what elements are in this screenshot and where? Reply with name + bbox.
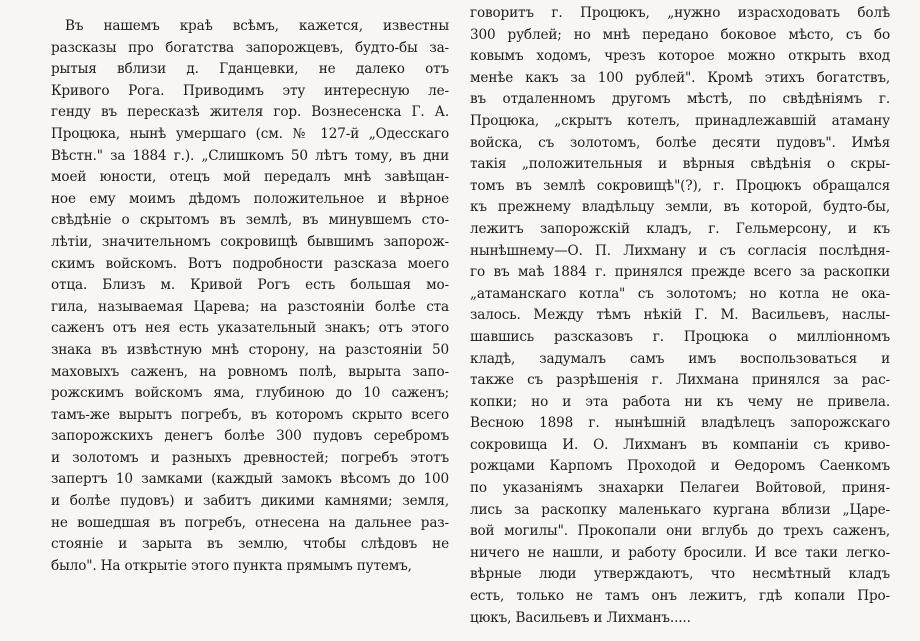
text-line: Процюка, „скрытъ котелъ, принадлежавшій атаману [470,112,890,129]
text-line: Процюка, нынѣ умершаго (см. № 127-й „Одесскаго [51,125,449,142]
text-line: рожскимъ войскомъ яма, глубиною до 10 саженъ; [51,385,449,402]
left-text-column [51,16,449,577]
text-line: Въ нашемъ краѣ всѣмъ, кажется, известны [65,18,449,34]
text-line: Весною 1898 г. нынѣшній владѣлецъ запорожскаго [470,415,890,432]
text-line: было". На открытіе этого пункта прямымъ путемъ, [51,557,412,574]
text-line: отца. Близъ м. Кривой Рогъ есть большая мо- [51,277,449,294]
text-line: рытыя вблизи д. Гданцевки, не далеко отъ [51,61,449,78]
text-line: гила, называемая Царева; на разстояніи болѣе ста [51,298,449,315]
text-line: свѣдѣніе о скрытомъ въ землѣ, въ минувшемъ сто- [51,212,449,229]
right-text-column [470,3,890,629]
text-line: запертъ 10 замками (каждый замокъ вѣсомъ до 100 [51,471,449,488]
text-line: 300 рублей; но мнѣ передано боковое мѣсто, съ бо [470,26,890,43]
text-line: нынѣшнему—О. П. Лихману и съ согласія послѣдня- [470,242,890,259]
text-line: къ прежнему владѣльцу земли, въ которой, будто-бы, [470,199,890,216]
text-line: Кривого Рога. Приводимъ эту интересную ле- [51,82,449,99]
text-line: лись за раскопку маленькаго кургана вблизи „Царе- [470,501,890,518]
text-line: генду въ пересказѣ жителя гор. Вознесенска Г. А. [51,104,449,121]
text-line: знака въ извѣстную мнѣ сторону, на разстояніи 50 [51,341,449,358]
text-line: запорожскихъ денегъ болѣе 300 пудовъ серебромъ [51,428,449,445]
text-line: „атаманскаго котла" съ золотомъ; но котла не ока- [470,285,890,302]
text-line: ничего не нашли, и работу бросили. И все таки легко- [470,544,890,561]
text-line: и золотомъ и разныхъ древностей; погребъ этотъ [51,449,449,466]
text-line: цюкъ, Васильевъ и Лихманъ..... [470,609,691,626]
text-line: томъ въ землѣ сокровищѣ"(?), г. Процюкъ обращался [470,177,890,194]
text-line: стояніе и зарыта въ землю, чтобы слѣдовъ не [51,536,449,553]
text-line: также съ разрѣшенія г. Лихмана принялся за рас- [470,372,890,389]
text-line: копки; но и эта работа ни къ чему не привела. [470,393,890,410]
text-line: залось. Между тѣмъ нѣкій Г. М. Васильевъ, наслы- [470,307,890,324]
text-line: и болѣе пудовъ) и забитъ дикими камнями; земля, [51,493,449,510]
text-line: менѣе какъ за 100 рублей". Кромѣ этихъ богатствъ, [470,69,890,86]
text-line: войска, съ золотомъ, болѣе десяти пудовъ". Имѣя [470,134,890,151]
text-line: ное ему моимъ дѣдомъ положительное и вѣрное [51,190,449,207]
text-line: кладѣ, задумалъ самъ имъ воспользоваться и [470,350,890,367]
text-line: вѣрные люди утверждаютъ, что несмѣтный кладъ [470,566,890,583]
text-line: скимъ войскомъ. Вотъ подробности разсказа моего [51,255,449,272]
text-line: ковымъ ходомъ, чрезъ которое можно открыть вход [470,48,890,65]
text-line: Вѣстн." за 1884 г.). „Слишкомъ 50 лѣтъ тому, въ дни [51,147,449,164]
text-line: рожцами Карпомъ Проходой и Ѳедоромъ Саенкомъ [470,458,890,475]
text-line: не вошедшая въ погребъ, отнесена на дальнее раз- [51,514,449,531]
text-line: сокровища И. О. Лихманъ въ компаніи съ криво- [470,436,890,453]
text-line: въ отдаленномъ другомъ мѣстѣ, по свѣдѣніямъ г. [470,91,890,108]
text-line: вой могилы". Прокопали они вглубь до трехъ саженъ, [470,523,890,540]
text-line: маховыхъ саженъ, на ровномъ полѣ, вырыта запо- [51,363,449,380]
text-line: саженъ отъ нея есть указательный знакъ; отъ этого [51,320,449,337]
text-line: тамъ-же вырытъ погребъ, въ которомъ скрыто всего [51,406,449,423]
text-line: моей юности, отецъ мой передалъ мнѣ завѣщан- [51,169,449,186]
text-line: лѣтіи, значительномъ сокровищѣ бывшимъ запорож- [51,233,449,250]
text-line: по указаніямъ знахарки Пелагеи Войтовой, приня- [470,480,890,497]
text-line: разсказы про богатства запорожцевъ, будто-бы за- [51,39,449,56]
text-line: такія „положительныя и вѣрныя свѣдѣнія о скры- [470,156,890,173]
text-line: го въ маѣ 1884 г. принялся прежде всего за раскопки [470,264,890,281]
text-line: шавшись разсказовъ г. Процюка о милліонномъ [470,328,890,345]
text-line: есть, только не тамъ онъ лежитъ, гдѣ копали Про- [470,588,890,605]
text-line: говоритъ г. Процюкъ, „нужно израсходовать болѣ [470,5,890,21]
text-line: лежитъ запорожскій кладъ, г. Гельмерсону, и къ [470,220,890,237]
